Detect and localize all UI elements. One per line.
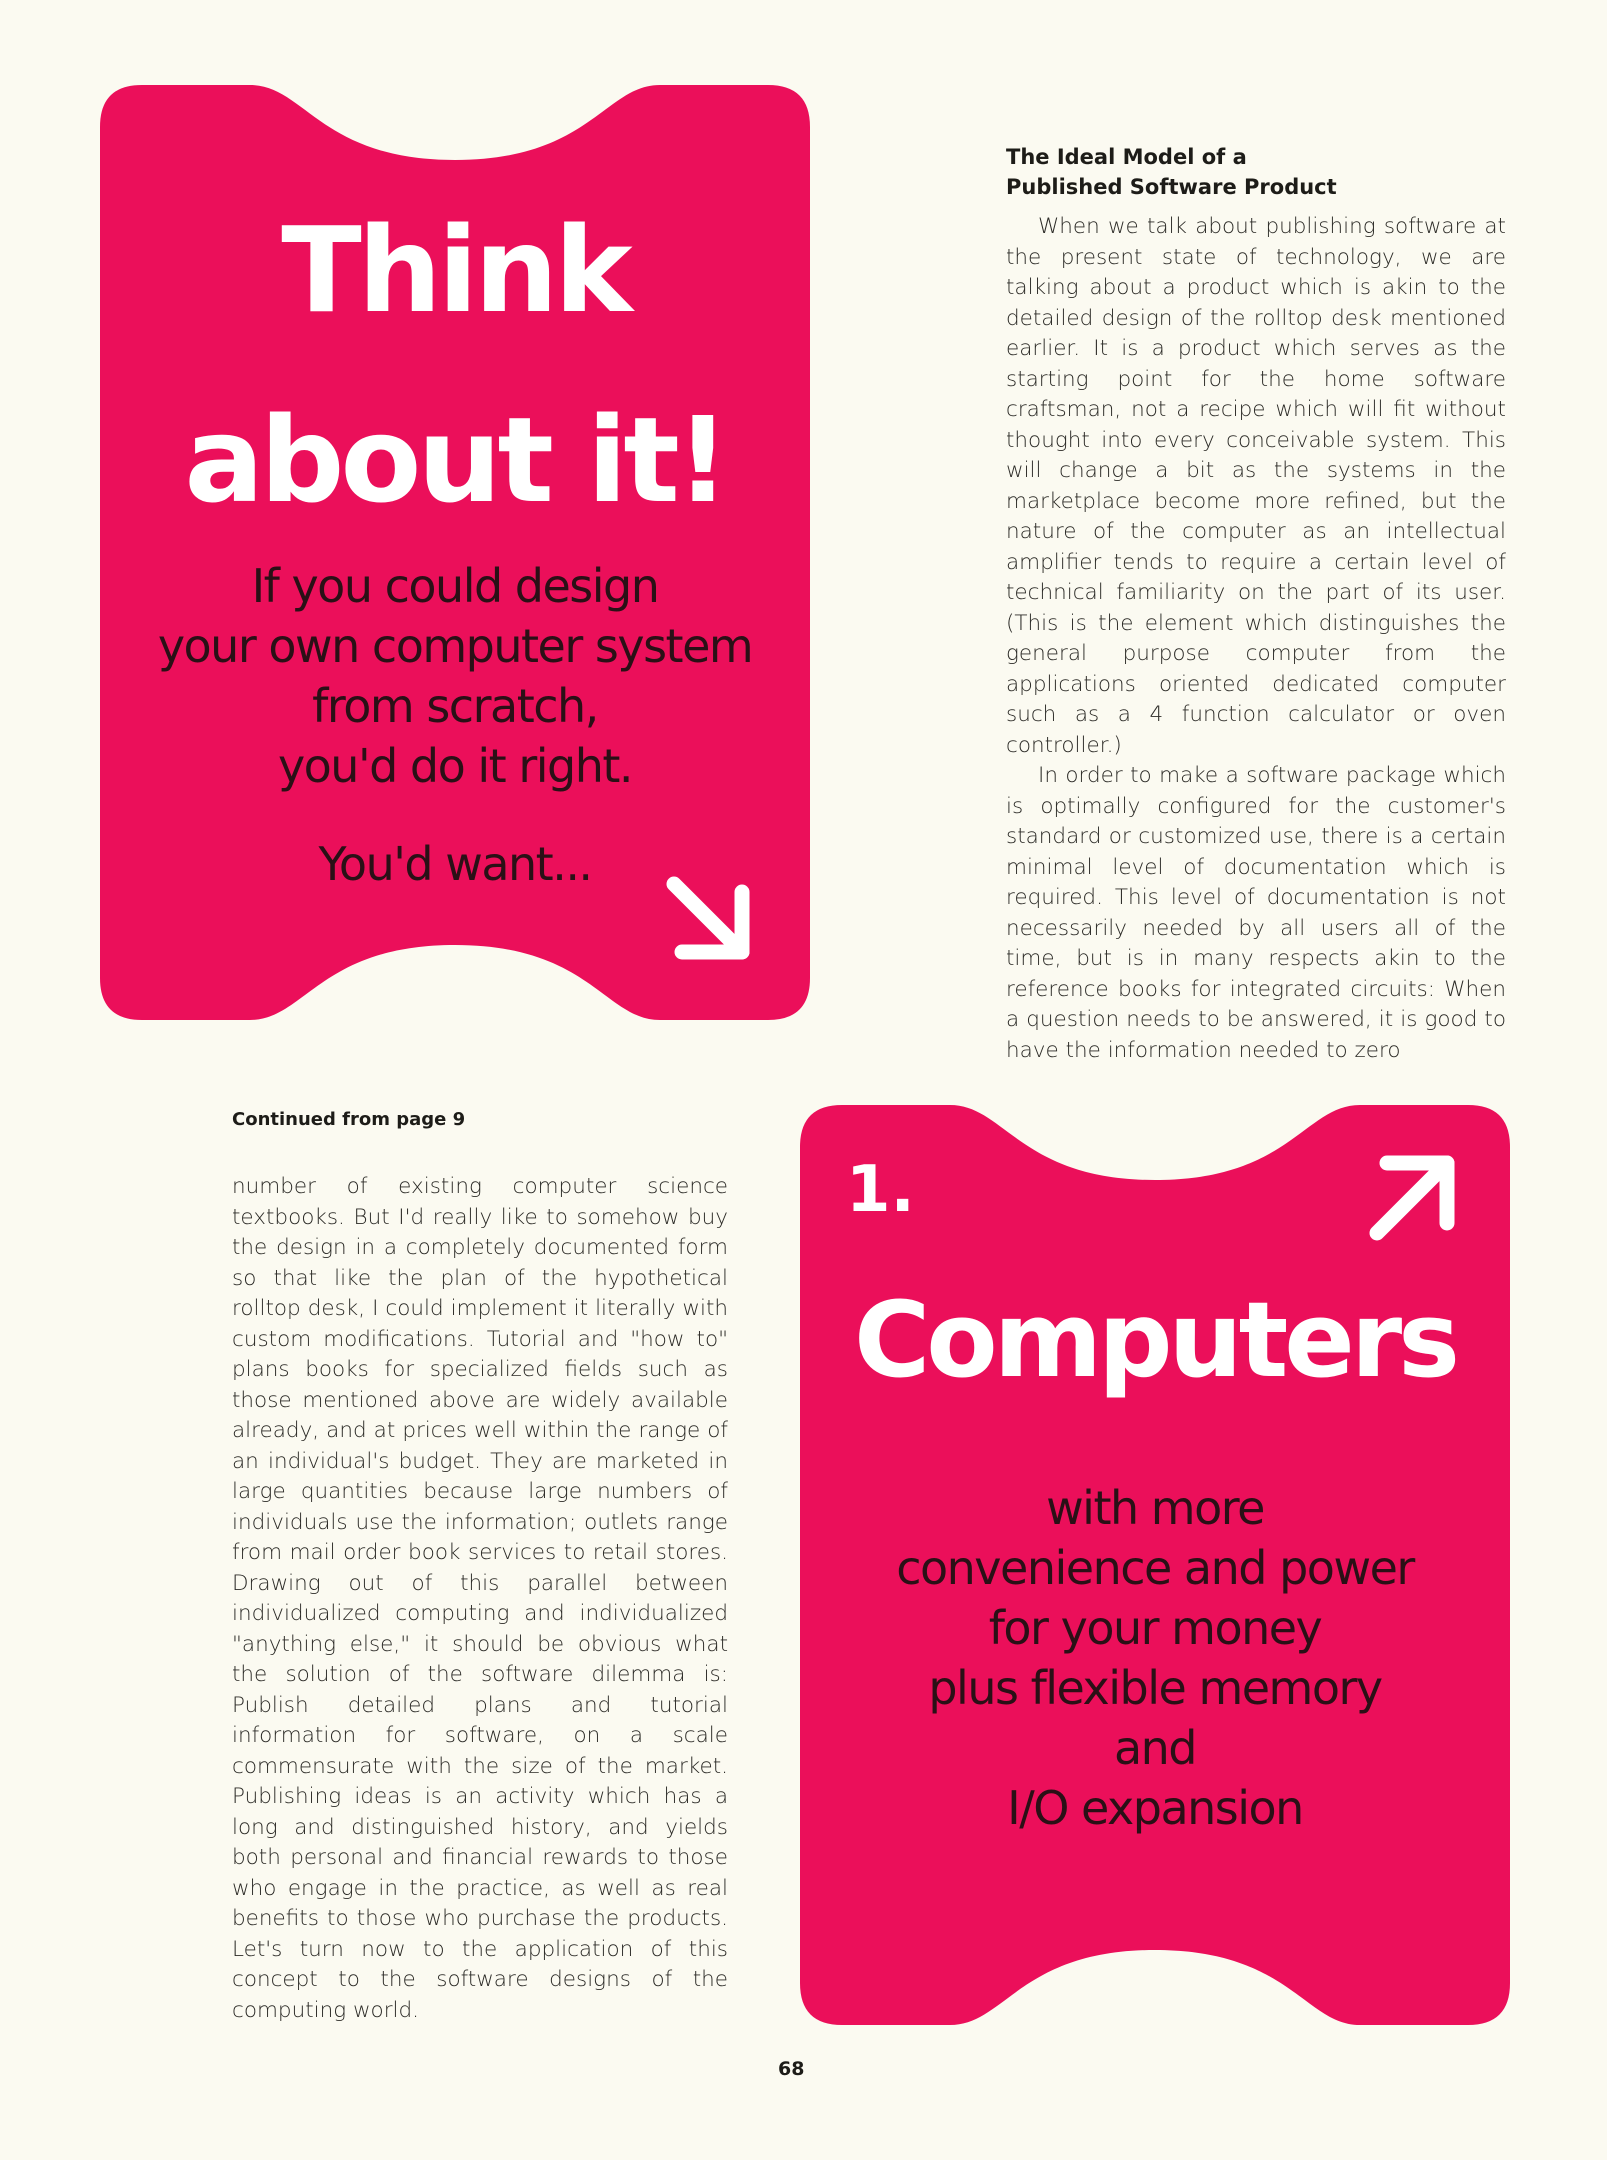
ad-headline-about-it: about it! bbox=[184, 391, 726, 529]
ad-body-line: I/O expansion bbox=[1007, 1781, 1303, 1835]
ad-body-top bbox=[100, 556, 810, 796]
article-paragraph: When we talk about publishing software at the present state of technology, we are talking about a product which is akin to the detailed design of the rolltop desk mentioned earlier. It is a product which serves as the starting point for the home software craftsman, not a recipe which will fit without thought into every conceivable system. This will change a bit as the systems in the marketplace become more refined, but the nature of the computer as an intellectual amplifier tends to require a certain level of technical familiarity on the part of its user. (This is the element which distinguishes the general purpose computer from the applications oriented dedicated computer such as a 4 function calculator or oven controller.) bbox=[1006, 214, 1506, 758]
article-heading-line: The Ideal Model of a bbox=[1006, 145, 1247, 169]
ad-body-line: convenience and power bbox=[896, 1541, 1414, 1595]
ad-body-line: from scratch, bbox=[312, 679, 598, 733]
ad-body-line: for your money bbox=[988, 1601, 1322, 1655]
ad-number: 1. bbox=[846, 1153, 915, 1227]
ad-headline-computers: Computers bbox=[853, 1279, 1457, 1401]
ad-body-line: If you could design bbox=[251, 559, 659, 613]
ad-body-line: plus flexible memory bbox=[928, 1661, 1382, 1715]
ad-body-line: and bbox=[1113, 1721, 1197, 1775]
page-number: 68 bbox=[778, 2058, 805, 2080]
article-column-right bbox=[1006, 212, 1506, 1066]
article-heading-line: Published Software Product bbox=[1006, 175, 1337, 199]
article-heading bbox=[1006, 142, 1526, 202]
article-column-left bbox=[232, 1172, 728, 2026]
continued-label: Continued from page 9 bbox=[232, 1109, 466, 1130]
article-paragraph: number of existing computer science textbooks. But I'd really like to somehow buy the design in a completely documented form so that like the plan of the hypothetical rolltop desk, I could implement it literally with custom modifications. Tutorial and "how to" plans books for specialized fields such as those mentioned above are widely available already, and at prices well within the range of an individual's budget. They are marketed in large quantities because large numbers of individuals use the information; outlets range from mail order book services to retail stores. Drawing out of this parallel between individualized computing and individualized "anything else," it should be obvious what the solution of the software dilemma is: Publish detailed plans and tutorial information for software, on a scale commensurate with the size of the market. Publishing ideas is an activity which has a long and distinguished history, and yields both personal and financial rewards to those who engage in the practice, as well as real benefits to those who purchase the products. Let's turn now to the application of this concept to the software designs of the computing world. bbox=[232, 1174, 728, 2023]
article-paragraph: In order to make a software package which is optimally configured for the customer's standard or customized use, there is a certain minimal level of documentation which is required. This level of documentation is not necessarily needed by all users all of the time, but is in many respects akin to the reference books for integrated circuits: When a question needs to be answered, it is good to have the information needed to zero bbox=[1006, 763, 1506, 1063]
ad-tagline: You'd want... bbox=[318, 837, 592, 891]
arrow-down-right-icon bbox=[660, 870, 765, 975]
ad-body-bottom bbox=[800, 1478, 1510, 1838]
ad-body-line: your own computer system bbox=[157, 619, 753, 673]
arrow-up-right-icon bbox=[1355, 1140, 1470, 1255]
ad-headline-think: Think bbox=[281, 201, 629, 339]
ad-body-line: with more bbox=[1046, 1481, 1264, 1535]
ad-body-line: you'd do it right. bbox=[277, 739, 633, 793]
